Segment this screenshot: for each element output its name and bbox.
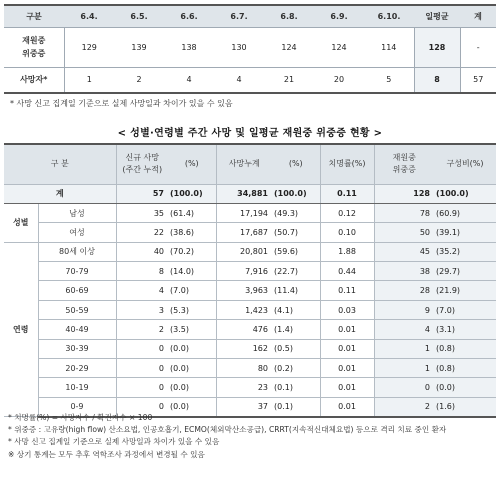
cum-deaths-pct-cell: (0.1)	[272, 397, 320, 416]
cum-deaths-pct-cell: (100.0)	[272, 184, 320, 203]
severe-cell: 1	[374, 339, 434, 358]
table-row	[4, 281, 496, 300]
fatality-cell: 0.10	[320, 223, 374, 242]
cum-deaths-pct-cell: (0.5)	[272, 339, 320, 358]
value-cell: 124	[314, 27, 364, 67]
new-deaths-pct-cell: (7.0)	[168, 281, 216, 300]
group-label: 성별	[4, 203, 38, 242]
cum-deaths-cell: 1,423	[216, 300, 272, 319]
severe-cell: 128	[374, 184, 434, 203]
value-cell: 21	[264, 67, 314, 93]
footnote: * 치명률(%) = 사망자수 / 확진자수 × 100	[8, 413, 153, 422]
row-label-line: 재원중	[22, 36, 46, 45]
footnotes	[8, 412, 496, 461]
total-cell: 57	[460, 67, 496, 93]
fatality-cell: 0.03	[320, 300, 374, 319]
total-cell: -	[460, 27, 496, 67]
severe-pct-cell: (21.9)	[434, 281, 496, 300]
new-deaths-cell: 8	[116, 262, 168, 281]
severe-cell: 28	[374, 281, 434, 300]
fatality-cell: 1.88	[320, 242, 374, 261]
severe-pct-cell: (29.7)	[434, 262, 496, 281]
severe-pct-cell: (60.9)	[434, 203, 496, 222]
table-row	[4, 262, 496, 281]
header-line: 재원중	[392, 153, 416, 163]
category-label: 30-39	[38, 339, 116, 358]
severe-cell: 9	[374, 300, 434, 319]
table-row	[4, 378, 496, 397]
cum-deaths-cell: 37	[216, 397, 272, 416]
new-deaths-cell: 0	[116, 397, 168, 416]
cum-deaths-pct-cell: (0.1)	[272, 378, 320, 397]
fatality-cell: 0.01	[320, 320, 374, 339]
cum-deaths-pct-cell: (22.7)	[272, 262, 320, 281]
category-label: 50-59	[38, 300, 116, 319]
header-line: 신규 사망	[125, 153, 159, 163]
category-label: 40-49	[38, 320, 116, 339]
new-deaths-pct-cell: (0.0)	[168, 397, 216, 416]
table-row	[4, 223, 496, 242]
main-header-row	[4, 144, 496, 184]
severe-cell: 45	[374, 242, 434, 261]
fatality-cell: 0.11	[320, 184, 374, 203]
cum-deaths-cell: 162	[216, 339, 272, 358]
cum-deaths-pct-cell: (0.2)	[272, 359, 320, 378]
new-deaths-pct-cell: (0.0)	[168, 339, 216, 358]
value-cell: 129	[64, 27, 114, 67]
cum-deaths-cell: 80	[216, 359, 272, 378]
severe-cell: 78	[374, 203, 434, 222]
value-cell: 4	[214, 67, 264, 93]
header-cell: 구성비(%)	[434, 144, 496, 184]
category-label: 남성	[38, 203, 116, 222]
value-cell: 2	[114, 67, 164, 93]
footnote: ※ 상기 통계는 모두 추후 역학조사 과정에서 변경될 수 있음	[8, 449, 205, 459]
table-row	[4, 359, 496, 378]
cum-deaths-cell: 20,801	[216, 242, 272, 261]
header-cell: 일평균	[414, 5, 460, 27]
average-cell: 8	[414, 67, 460, 93]
fatality-cell: 0.44	[320, 262, 374, 281]
header-cell: 구 분	[4, 144, 116, 184]
table-row	[4, 339, 496, 358]
death-report-note: * 사망 신고 집계일 기준으로 실제 사망일과 차이가 있을 수 있음	[10, 99, 233, 108]
value-cell: 138	[164, 27, 214, 67]
severe-cell: 4	[374, 320, 434, 339]
severe-cell: 50	[374, 223, 434, 242]
cum-deaths-pct-cell: (49.3)	[272, 203, 320, 222]
value-cell: 20	[314, 67, 364, 93]
footnote: * 위중증 : 고유량(high flow) 산소요법, 인공호흡기, ECMO(체외막산소공급), CRRT(지속적신대체요법) 등으로 격리 치료 중인 환자	[8, 425, 447, 435]
new-deaths-cell: 3	[116, 300, 168, 319]
sex-age-table	[4, 143, 496, 418]
table-row	[4, 203, 496, 222]
cum-deaths-cell: 23	[216, 378, 272, 397]
new-deaths-cell: 40	[116, 242, 168, 261]
severe-cell: 1	[374, 359, 434, 378]
severe-pct-cell: (0.8)	[434, 339, 496, 358]
cum-deaths-pct-cell: (59.6)	[272, 242, 320, 261]
total-label: 계	[4, 184, 116, 203]
cum-deaths-cell: 476	[216, 320, 272, 339]
header-cell: 6.6.	[164, 5, 214, 27]
cum-deaths-cell: 17,194	[216, 203, 272, 222]
fatality-cell: 0.01	[320, 397, 374, 416]
header-cell: 6.7.	[214, 5, 264, 27]
value-cell: 139	[114, 27, 164, 67]
severe-pct-cell: (7.0)	[434, 300, 496, 319]
value-cell: 5	[364, 67, 414, 93]
value-cell: 124	[264, 27, 314, 67]
fatality-cell: 0.12	[320, 203, 374, 222]
header-cell: 6.10.	[364, 5, 414, 27]
new-deaths-pct-cell: (61.4)	[168, 203, 216, 222]
new-deaths-cell: 57	[116, 184, 168, 203]
header-cell: 사망누계	[216, 144, 272, 184]
header-cell: 6.9.	[314, 5, 364, 27]
row-label: 사망자*	[4, 67, 64, 93]
row-label-line: 위중증	[22, 49, 46, 58]
header-cell	[116, 144, 168, 184]
severe-pct-cell: (39.1)	[434, 223, 496, 242]
new-deaths-cell: 2	[116, 320, 168, 339]
cum-deaths-cell: 34,881	[216, 184, 272, 203]
new-deaths-pct-cell: (3.5)	[168, 320, 216, 339]
new-deaths-cell: 0	[116, 339, 168, 358]
new-deaths-pct-cell: (0.0)	[168, 378, 216, 397]
value-cell: 130	[214, 27, 264, 67]
new-deaths-pct-cell: (38.6)	[168, 223, 216, 242]
severe-pct-cell: (0.8)	[434, 359, 496, 378]
deaths-row	[4, 67, 496, 93]
new-deaths-cell: 4	[116, 281, 168, 300]
severe-pct-cell: (35.2)	[434, 242, 496, 261]
cum-deaths-pct-cell: (1.4)	[272, 320, 320, 339]
cum-deaths-cell: 7,916	[216, 262, 272, 281]
fatality-cell: 0.01	[320, 339, 374, 358]
value-cell: 1	[64, 67, 114, 93]
new-deaths-cell: 35	[116, 203, 168, 222]
header-cell: (%)	[168, 144, 216, 184]
severe-cell: 2	[374, 397, 434, 416]
total-row	[4, 184, 496, 203]
table-row	[4, 300, 496, 319]
category-label: 0-9	[38, 397, 116, 416]
category-label: 60-69	[38, 281, 116, 300]
new-deaths-pct-cell: (70.2)	[168, 242, 216, 261]
category-label: 20-29	[38, 359, 116, 378]
category-label: 80세 이상	[38, 242, 116, 261]
cum-deaths-cell: 3,963	[216, 281, 272, 300]
header-cell: 치명률(%)	[320, 144, 374, 184]
average-cell: 128	[414, 27, 460, 67]
fatality-cell: 0.01	[320, 378, 374, 397]
header-cell: 6.8.	[264, 5, 314, 27]
value-cell: 4	[164, 67, 214, 93]
table-row	[4, 320, 496, 339]
category-label: 70-79	[38, 262, 116, 281]
new-deaths-pct-cell: (5.3)	[168, 300, 216, 319]
group-label: 연령	[4, 242, 38, 417]
new-deaths-pct-cell: (0.0)	[168, 359, 216, 378]
table-row	[4, 242, 496, 261]
severe-pct-cell: (100.0)	[434, 184, 496, 203]
category-label: 10-19	[38, 378, 116, 397]
cum-deaths-pct-cell: (4.1)	[272, 300, 320, 319]
cum-deaths-pct-cell: (11.4)	[272, 281, 320, 300]
value-cell: 114	[364, 27, 414, 67]
severe-pct-cell: (0.0)	[434, 378, 496, 397]
header-cell	[374, 144, 434, 184]
cum-deaths-pct-cell: (50.7)	[272, 223, 320, 242]
header-line: (주간 누적)	[122, 165, 163, 175]
severe-pct-cell: (1.6)	[434, 397, 496, 416]
category-label: 여성	[38, 223, 116, 242]
age-rows	[4, 242, 496, 417]
header-line: 위중증	[392, 165, 416, 175]
sex-rows	[4, 203, 496, 242]
header-cell: (%)	[272, 144, 320, 184]
header-cell: 계	[460, 5, 496, 27]
new-deaths-cell: 0	[116, 359, 168, 378]
header-cell: 6.5.	[114, 5, 164, 27]
new-deaths-cell: 0	[116, 378, 168, 397]
severe-pct-cell: (3.1)	[434, 320, 496, 339]
footnote: * 사망 신고 집계일 기준으로 실제 사망일과 차이가 있을 수 있음	[8, 437, 220, 447]
daily-summary-table	[4, 4, 496, 94]
row-label	[4, 27, 64, 67]
new-deaths-pct-cell: (14.0)	[168, 262, 216, 281]
severe-cell: 0	[374, 378, 434, 397]
header-cell: 6.4.	[64, 5, 114, 27]
fatality-cell: 0.01	[320, 359, 374, 378]
fatality-cell: 0.11	[320, 281, 374, 300]
cum-deaths-cell: 17,687	[216, 223, 272, 242]
severe-patients-row	[4, 27, 496, 67]
new-deaths-cell: 22	[116, 223, 168, 242]
section-title: < 성별·연령별 주간 사망 및 일평균 재원중 위중증 현황 >	[117, 128, 383, 139]
header-cell: 구분	[4, 5, 64, 27]
new-deaths-pct-cell: (100.0)	[168, 184, 216, 203]
severe-cell: 38	[374, 262, 434, 281]
daily-summary-header-row	[4, 5, 496, 27]
